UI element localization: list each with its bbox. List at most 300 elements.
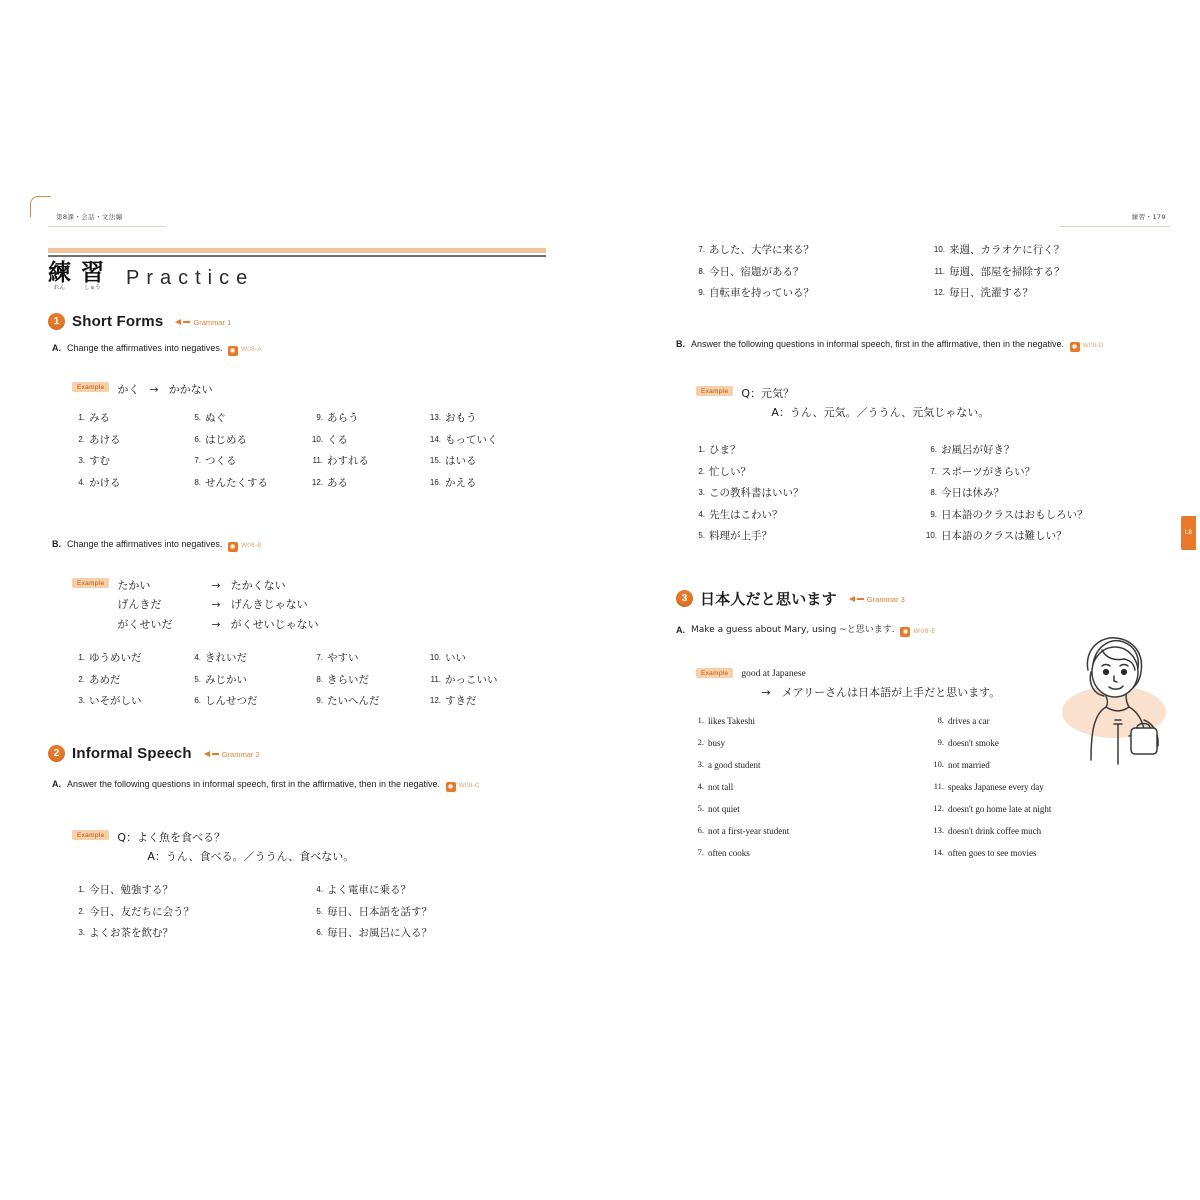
- list-item: [922, 505, 1088, 527]
- item-text: はじめる: [205, 433, 247, 446]
- item-text: 今日は休み？: [941, 487, 1004, 500]
- list-item: [930, 820, 1051, 842]
- item-text: みる: [89, 412, 110, 424]
- item-text: すむ: [89, 455, 110, 468]
- list-item: [308, 691, 426, 713]
- lesson-side-tab-label: L8: [1184, 528, 1193, 536]
- item-text: 忙しい？: [709, 465, 751, 478]
- running-head-rule-right: [1060, 226, 1170, 227]
- example-1b-right-1: たかくない: [230, 579, 286, 592]
- audio-track-label-2a: W08-C: [458, 782, 480, 790]
- item-number: 5.: [697, 803, 704, 814]
- item-text: いそがしい: [89, 695, 142, 708]
- exercise-3a-col-1: [690, 710, 930, 864]
- exercise-1b-col-3: [308, 648, 426, 713]
- item-number: 7.: [316, 653, 323, 662]
- example-body-1b: [117, 576, 318, 634]
- item-text: すきだ: [445, 695, 477, 708]
- item-number: 12.: [429, 696, 441, 706]
- example-3a-japanese: → メアリーさんは日本語が上手だと思います。: [761, 685, 1001, 699]
- item-number: 3.: [78, 456, 85, 466]
- item-number: 8.: [930, 488, 937, 498]
- list-item: [70, 902, 308, 924]
- item-text: よく電車に乗る？: [327, 884, 411, 896]
- exercise-2a-instruction-text: Answer the following questions in informal speech, first in the affirmative, then in the negative.: [67, 779, 441, 789]
- item-text: likes Takeshi: [708, 716, 755, 726]
- exercise-3a-letter: A.: [676, 624, 685, 635]
- grammar-reference-label-3: Grammar 3: [866, 594, 905, 604]
- item-text: ぬぐ: [205, 412, 226, 424]
- list-item: [186, 451, 308, 473]
- list-item: [690, 754, 930, 776]
- exercise-3a-col-2: [930, 710, 1051, 864]
- item-number: 1.: [697, 715, 704, 725]
- exercise-1a-example: [72, 380, 213, 399]
- page-corner-ornament: [30, 196, 51, 217]
- example-1b-line-2: [117, 595, 318, 614]
- exercise-1b-col-1: [70, 648, 186, 713]
- arrow-tail: [183, 321, 190, 323]
- list-item: [930, 776, 1051, 798]
- list-item: [690, 262, 930, 284]
- example-badge-2b: Example: [696, 386, 733, 396]
- item-number: 9.: [937, 737, 944, 748]
- arrow-left-icon: [204, 751, 210, 757]
- example-1b-left-2: げんきだ: [117, 598, 162, 612]
- exercise-1b-example: [72, 576, 319, 634]
- item-number: 12.: [933, 803, 944, 814]
- list-item: [922, 483, 1088, 505]
- exercise-1b-col-2: [186, 648, 308, 713]
- item-number: 10.: [429, 653, 441, 662]
- item-text: きれいだ: [205, 652, 247, 664]
- title-english: Practice: [126, 266, 255, 289]
- list-item: [70, 691, 186, 713]
- item-number: 11.: [430, 674, 441, 684]
- audio-track-label-2b: W08-D: [1082, 342, 1104, 350]
- title-kanji-shuu: [81, 262, 104, 292]
- item-text: often cooks: [708, 848, 750, 859]
- audio-track-label-1a: W08-A: [240, 346, 262, 354]
- item-number: 3.: [78, 928, 85, 938]
- item-number: 5.: [698, 531, 705, 541]
- exercise-3a-instruction: [676, 624, 936, 638]
- list-item: [690, 483, 922, 505]
- item-text: あける: [89, 433, 121, 446]
- list-item: [426, 408, 498, 430]
- item-number: 11.: [312, 456, 323, 466]
- audio-track-label-3a: W08-E: [913, 627, 936, 636]
- item-number: 7.: [930, 466, 937, 476]
- item-number: 3.: [78, 696, 85, 706]
- item-number: 5.: [194, 413, 201, 422]
- practice-banner: [48, 248, 546, 257]
- section-heading-1: [48, 313, 231, 330]
- item-number: 3.: [697, 759, 704, 770]
- item-number: 11.: [933, 781, 944, 792]
- list-item: [70, 408, 186, 430]
- list-item: [186, 430, 308, 452]
- exercise-2a-list-left: [70, 880, 432, 945]
- item-text: doesn't go home late at night: [948, 804, 1052, 815]
- list-item: [930, 283, 1065, 305]
- exercise-2a-instruction: [52, 778, 480, 792]
- list-item: [70, 670, 186, 692]
- item-number: 8.: [937, 715, 944, 725]
- item-text: もっていく: [445, 433, 498, 446]
- item-text: ひま？: [709, 444, 741, 456]
- arrow-left-icon: [849, 596, 855, 602]
- list-item: [930, 732, 1051, 754]
- list-item: [690, 240, 930, 262]
- example-1b-left-1: たかい: [117, 579, 151, 592]
- item-text: 自転車を持っている？: [709, 287, 814, 300]
- list-item: [690, 710, 930, 732]
- exercise-2a-letter: A.: [52, 778, 61, 789]
- list-item: [690, 505, 922, 527]
- list-item: [308, 670, 426, 692]
- item-text: くる: [327, 433, 348, 446]
- list-item: [690, 462, 922, 484]
- item-number: 7.: [697, 847, 704, 858]
- item-text: 料理が上手？: [709, 530, 772, 543]
- exercise-2a-col-4: [930, 240, 1065, 305]
- exercise-2a-text: [67, 778, 480, 792]
- item-text: はいる: [445, 455, 477, 468]
- item-text: speaks Japanese every day: [948, 782, 1044, 793]
- list-item: [308, 880, 432, 902]
- list-item: [426, 648, 498, 670]
- item-text: せんたくする: [205, 476, 268, 489]
- item-text: 来週、カラオケに行く？: [949, 244, 1065, 256]
- audio-track-2a[interactable]: [446, 781, 480, 791]
- example-1b-line-3: [117, 615, 318, 634]
- example-badge-3a: Example: [696, 668, 733, 678]
- item-text: おもう: [445, 412, 477, 424]
- exercise-2a-col-2: [308, 880, 432, 945]
- exercise-1a-col-3: [308, 408, 426, 494]
- exercise-1b-text: [67, 538, 262, 552]
- item-number: 8.: [698, 266, 705, 276]
- grammar-reference-1: [175, 318, 231, 327]
- list-item: [930, 754, 1051, 776]
- example-body-1a: [117, 380, 212, 399]
- example-body-2a: [117, 828, 354, 867]
- list-item: [70, 880, 308, 902]
- grammar-reference-3: [849, 595, 905, 604]
- audio-track-3a[interactable]: [900, 626, 935, 636]
- title-kanji-shuu-furigana: しゅう: [84, 285, 101, 291]
- item-number: 2.: [78, 674, 85, 684]
- example-badge-2a: Example: [72, 830, 109, 840]
- item-number: 6.: [697, 825, 704, 836]
- example-1b-right-2: げんきじゃない: [230, 598, 308, 612]
- exercise-2b-example: [696, 384, 989, 423]
- item-text: みじかい: [205, 673, 247, 686]
- exercise-2b-instruction: [676, 338, 1104, 352]
- item-text: 日本語のクラスはおもしろい？: [941, 508, 1088, 521]
- exercise-1a-text: [67, 342, 262, 356]
- item-text: not tall: [708, 782, 734, 793]
- item-number: 9.: [698, 288, 705, 298]
- exercise-1b-col-4: [426, 648, 498, 713]
- title-kanji-ren-glyph: 練: [48, 260, 71, 286]
- example-1a-arrow: →: [149, 383, 159, 396]
- item-text: きらいだ: [327, 673, 369, 686]
- title-kanji-ren: [48, 262, 71, 292]
- exercise-3a-instruction-text: Make a guess about Mary, using ~と思います.: [691, 625, 895, 635]
- running-head-rule-left: [48, 226, 166, 227]
- item-number: 9.: [930, 509, 937, 519]
- example-1b-arrow-3: →: [211, 617, 221, 631]
- exercise-1b-instruction: [52, 538, 262, 552]
- item-number: 1.: [78, 413, 85, 422]
- item-number: 10.: [933, 245, 945, 254]
- item-number: 12.: [311, 477, 323, 487]
- list-item: [426, 451, 498, 473]
- list-item: [426, 691, 498, 713]
- exercise-2a-list-right: [690, 240, 1065, 305]
- example-badge-1b: Example: [72, 578, 109, 588]
- item-text: しんせつだ: [205, 695, 258, 708]
- cd-icon: [228, 346, 238, 356]
- list-item: [930, 710, 1051, 732]
- section-title-1: Short Forms: [72, 313, 164, 330]
- item-number: 14.: [933, 847, 944, 858]
- list-item: [186, 648, 308, 670]
- example-1b-right-3: がくせいじゃない: [230, 617, 319, 631]
- exercise-1a-instruction: [52, 342, 262, 356]
- cd-icon: [900, 627, 910, 637]
- item-number: 9.: [316, 696, 323, 706]
- list-item: [930, 262, 1065, 284]
- exercise-3a-list: [690, 710, 1051, 864]
- item-number: 9.: [316, 413, 323, 422]
- item-text: not married: [948, 760, 990, 771]
- arrow-left-icon: [175, 319, 181, 325]
- section-number-badge-1: 1: [48, 313, 65, 330]
- example-body-2b: [741, 384, 989, 423]
- exercise-1a-col-2: [186, 408, 308, 494]
- running-head-left: 第8課・会話・文法編: [56, 213, 123, 221]
- item-text: doesn't smoke: [948, 738, 999, 749]
- list-item: [690, 526, 922, 548]
- list-item: [690, 732, 930, 754]
- example-1a-right: かかない: [168, 383, 213, 396]
- item-number: 6.: [930, 445, 937, 454]
- list-item: [186, 691, 308, 713]
- lesson-side-tab: [1181, 516, 1196, 550]
- exercise-1b-instruction-text: Change the affirmatives into negatives.: [67, 539, 223, 549]
- item-text: ある: [327, 476, 348, 489]
- list-item: [308, 408, 426, 430]
- example-3a-english: good at Japanese: [741, 669, 806, 679]
- example-1b-left-3: がくせいだ: [117, 617, 173, 631]
- grammar-reference-label-1: Grammar 1: [193, 317, 232, 327]
- item-text: doesn't drink coffee much: [948, 826, 1042, 837]
- item-text: たいへんだ: [327, 695, 380, 708]
- exercise-2b-col-2: [922, 440, 1088, 548]
- item-text: いい: [445, 652, 466, 664]
- list-item: [426, 473, 498, 495]
- list-item: [426, 670, 498, 692]
- item-number: 1.: [698, 445, 705, 454]
- exercise-2a-col-1: [70, 880, 308, 945]
- exercise-2b-col-1: [690, 440, 922, 548]
- exercise-1a-letter: A.: [52, 342, 61, 353]
- item-number: 4.: [316, 885, 323, 894]
- item-number: 5.: [316, 906, 323, 916]
- example-body-3a: [741, 666, 1000, 702]
- section-heading-3: [676, 588, 905, 609]
- item-text: つくる: [205, 455, 237, 468]
- item-text: 毎日、お風呂に入る？: [327, 927, 432, 940]
- item-text: よくお茶を飲む？: [89, 927, 173, 940]
- list-item: [930, 842, 1051, 864]
- item-number: 6.: [194, 434, 201, 444]
- list-item: [70, 451, 186, 473]
- item-text: かっこいい: [445, 673, 498, 686]
- item-number: 3.: [698, 488, 705, 498]
- item-text: 今日、宿題がある？: [709, 265, 804, 278]
- item-text: 先生はこわい？: [709, 508, 783, 521]
- list-item: [70, 430, 186, 452]
- item-number: 4.: [78, 477, 85, 487]
- item-text: 毎日、洗濯する？: [949, 287, 1033, 300]
- list-item: [186, 670, 308, 692]
- item-text: この教科書はいい？: [709, 487, 804, 500]
- list-item: [922, 462, 1088, 484]
- item-text: a good student: [708, 760, 761, 771]
- item-number: 10.: [925, 531, 937, 541]
- item-number: 14.: [429, 434, 441, 444]
- item-text: 今日、勉強する？: [89, 884, 173, 896]
- exercise-3a-example: [696, 666, 1000, 702]
- item-text: お風呂が好き？: [941, 444, 1015, 456]
- item-text: あらう: [327, 412, 359, 424]
- item-text: not a first-year student: [708, 826, 790, 837]
- list-item: [426, 430, 498, 452]
- example-2b-answer: A：うん、元気。／ううん、元気じゃない。: [771, 406, 990, 420]
- arrow-tail: [212, 753, 219, 755]
- exercise-2a-col-3: [690, 240, 930, 305]
- list-item: [186, 408, 308, 430]
- item-number: 2.: [697, 737, 704, 748]
- section-title-3: 日本人だと思います: [700, 590, 837, 608]
- audio-track-1b[interactable]: [228, 541, 262, 551]
- section-heading-2: [48, 745, 260, 762]
- item-number: 2.: [78, 434, 85, 444]
- page-title: [48, 262, 254, 292]
- title-kanji-ren-furigana: れん: [53, 285, 65, 291]
- exercise-2b-list: [690, 440, 1088, 548]
- item-number: 12.: [933, 288, 945, 298]
- exercise-2b-letter: B.: [676, 338, 685, 349]
- item-text: あした、大学に来る？: [709, 244, 814, 256]
- example-2a-answer: A：うん、食べる。／ううん、食べない。: [147, 850, 355, 864]
- example-1b-line-1: [117, 576, 318, 595]
- item-number: 10.: [311, 434, 323, 444]
- example-2b-question: Q：元気？: [741, 387, 795, 400]
- item-text: やすい: [327, 652, 359, 664]
- list-item: [308, 430, 426, 452]
- item-number: 1.: [78, 885, 85, 894]
- item-number: 4.: [698, 509, 705, 519]
- item-text: かける: [89, 476, 121, 489]
- item-number: 7.: [698, 245, 705, 254]
- item-text: 毎日、日本語を話す？: [327, 905, 432, 918]
- section-title-2: Informal Speech: [72, 745, 192, 762]
- item-number: 8.: [194, 477, 201, 487]
- item-text: not quiet: [708, 804, 740, 815]
- example-badge-1a: Example: [72, 382, 109, 392]
- item-text: busy: [708, 738, 726, 749]
- list-item: [186, 473, 308, 495]
- item-text: drives a car: [948, 716, 990, 726]
- item-number: 2.: [78, 906, 85, 916]
- illustration-mary: [1058, 628, 1178, 768]
- list-item: [690, 283, 930, 305]
- item-number: 15.: [429, 456, 441, 466]
- item-number: 4.: [697, 781, 704, 792]
- mary-line-drawing: [1058, 628, 1178, 768]
- list-item: [690, 798, 930, 820]
- item-number: 4.: [194, 653, 201, 662]
- item-number: 11.: [934, 266, 945, 276]
- list-item: [690, 440, 922, 462]
- item-text: かえる: [445, 476, 477, 489]
- item-text: わすれる: [327, 455, 369, 468]
- exercise-1b-letter: B.: [52, 538, 61, 549]
- list-item: [922, 526, 1088, 548]
- item-text: 日本語のクラスは難しい？: [941, 530, 1067, 543]
- exercise-1a-col-4: [426, 408, 498, 494]
- exercise-2b-text: [691, 338, 1104, 352]
- item-text: 毎週、部屋を掃除する？: [949, 265, 1065, 278]
- audio-track-label-1b: W08-B: [240, 542, 262, 550]
- exercise-1a-col-1: [70, 408, 186, 494]
- section-number-badge-2: 2: [48, 745, 65, 762]
- list-item: [70, 473, 186, 495]
- audio-track-1a[interactable]: [228, 345, 262, 355]
- grammar-reference-2: [204, 750, 260, 759]
- list-item: [690, 842, 930, 864]
- list-item: [930, 240, 1065, 262]
- item-number: 8.: [316, 674, 323, 684]
- list-item: [690, 776, 930, 798]
- audio-track-2b[interactable]: [1070, 341, 1104, 351]
- exercise-1a-list: [70, 408, 498, 494]
- section-number-badge-3: 3: [676, 590, 693, 607]
- list-item: [308, 473, 426, 495]
- exercise-1a-instruction-text: Change the affirmatives into negatives.: [67, 343, 223, 353]
- exercise-2b-instruction-text: Answer the following questions in informal speech, first in the affirmative, then in the negative.: [691, 339, 1065, 349]
- list-item: [70, 923, 308, 945]
- list-item: [922, 440, 1088, 462]
- item-number: 1.: [78, 653, 85, 662]
- list-item: [930, 798, 1051, 820]
- exercise-2a-example: [72, 828, 354, 867]
- title-kanji-shuu-glyph: 習: [81, 260, 104, 286]
- list-item: [690, 820, 930, 842]
- item-text: 今日、友だちに会う？: [89, 905, 194, 918]
- arrow-tail: [857, 598, 864, 600]
- item-number: 5.: [194, 674, 201, 684]
- item-text: あめだ: [89, 673, 121, 686]
- example-2a-question: Q：よく魚を食べる？: [117, 831, 226, 844]
- item-number: 6.: [194, 696, 201, 706]
- example-1b-arrow-2: →: [211, 598, 221, 612]
